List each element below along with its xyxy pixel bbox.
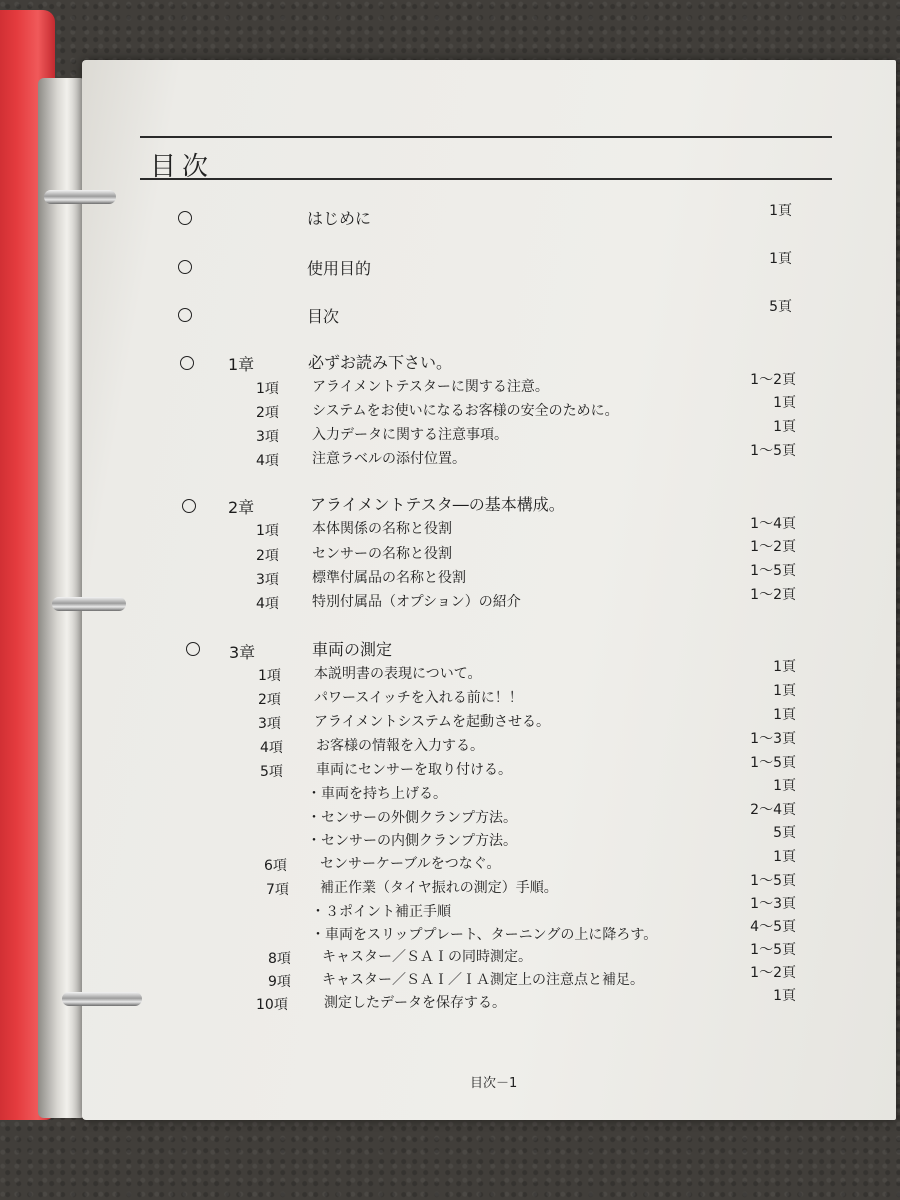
- section-label: パワースイッチを入れる前に！！: [314, 690, 523, 706]
- section-number: 4項: [260, 740, 283, 756]
- section-label: センサーケーブルをつなぐ。: [320, 856, 501, 872]
- section-page: 1～5頁: [750, 443, 796, 459]
- section-page: 1頁: [773, 659, 796, 675]
- section-label: センサーの名称と役割: [312, 546, 452, 562]
- subsection-label: ・車両を持ち上げる。: [307, 786, 447, 802]
- page-title: 目次: [150, 152, 215, 182]
- section-number: 7項: [266, 882, 289, 898]
- section-page: 4～5頁: [750, 919, 796, 935]
- section-number: 10項: [256, 997, 288, 1013]
- section-label: 標準付属品の名称と役割: [312, 570, 466, 586]
- section-number: 1項: [256, 381, 279, 397]
- section-number: 3項: [258, 716, 281, 732]
- toc-item-label: 使用目的: [307, 259, 372, 278]
- section-page: 1～3頁: [750, 896, 796, 912]
- section-page: 1頁: [773, 707, 796, 723]
- section-page: 1～2頁: [750, 539, 796, 555]
- section-label: 注意ラベルの添付位置。: [312, 451, 466, 467]
- section-label: 測定したデータを保存する。: [324, 995, 506, 1011]
- toc-item-page: 1頁: [769, 251, 792, 267]
- section-label: 本説明書の表現について。: [314, 666, 482, 682]
- toc-item-label: はじめに: [307, 209, 372, 228]
- header-rule-bottom: [140, 178, 832, 180]
- section-label: システムをお使いになるお客様の安全のために。: [312, 403, 619, 419]
- subsection-label: ・センサーの内側クランプ方法。: [307, 833, 517, 849]
- toc-item-page: 5頁: [769, 299, 792, 315]
- section-number: 2項: [258, 692, 281, 708]
- section-page: 1～2頁: [750, 587, 796, 603]
- chapter-number: 2章: [228, 498, 255, 517]
- chapter-title: アライメントテスタ―の基本構成。: [310, 495, 565, 514]
- chapter-number: 1章: [228, 355, 255, 374]
- section-label: 入力データに関する注意事項。: [312, 427, 508, 443]
- section-label: 車両にセンサーを取り付ける。: [316, 762, 512, 778]
- section-number: 1項: [258, 668, 281, 684]
- section-number: 9項: [268, 974, 291, 990]
- section-number: 4項: [256, 596, 279, 612]
- section-page: 5頁: [773, 825, 796, 841]
- bullet-circle: [178, 260, 192, 274]
- section-number: 2項: [256, 548, 279, 564]
- chapter-title: 車両の測定: [312, 640, 393, 659]
- section-page: 1頁: [773, 683, 796, 699]
- bullet-circle: [178, 308, 192, 322]
- subsection-label: ・３ポイント補正手順: [311, 904, 451, 920]
- section-page: 1頁: [773, 849, 796, 865]
- binder-ring-top: [44, 190, 116, 204]
- subsection-label: ・車両をスリッププレート、ターニングの上に降ろす。: [311, 927, 658, 943]
- bullet-circle: [186, 642, 200, 656]
- section-label: キャスター／ＳＡＩの同時測定。: [322, 949, 532, 965]
- section-number: 1項: [256, 523, 279, 539]
- toc-item-page: 1頁: [769, 203, 792, 219]
- section-page: 2～4頁: [750, 802, 796, 818]
- section-label: 特別付属品（オプション）の紹介: [312, 594, 521, 610]
- section-label: お客様の情報を入力する。: [316, 738, 484, 754]
- page-footer: 目次－1: [470, 1076, 518, 1091]
- section-page: 1頁: [773, 778, 796, 794]
- section-number: 5項: [260, 764, 283, 780]
- section-page: 1～5頁: [750, 755, 796, 771]
- chapter-title: 必ずお読み下さい。: [308, 353, 453, 372]
- section-page: 1～2頁: [750, 372, 796, 388]
- binder-ring-middle: [52, 597, 126, 611]
- binder-ring-bottom: [62, 992, 142, 1006]
- bullet-circle: [178, 211, 192, 225]
- subsection-label: ・センサーの外側クランプ方法。: [307, 810, 517, 826]
- section-number: 8項: [268, 951, 291, 967]
- section-label: アライメントシステムを起動させる。: [314, 714, 551, 730]
- section-page: 1～5頁: [750, 563, 796, 579]
- bullet-circle: [182, 499, 196, 513]
- section-page: 1頁: [773, 988, 796, 1004]
- section-label: 本体関係の名称と役割: [312, 521, 452, 537]
- section-label: キャスター／ＳＡＩ／ＩＡ測定上の注意点と補足。: [322, 972, 644, 988]
- section-page: 1～4頁: [750, 516, 796, 532]
- section-label: アライメントテスターに関する注意。: [312, 379, 549, 395]
- section-page: 1頁: [773, 395, 796, 411]
- section-label: 補正作業（タイヤ振れの測定）手順。: [320, 880, 558, 896]
- section-page: 1頁: [773, 419, 796, 435]
- section-page: 1～5頁: [750, 942, 796, 958]
- bullet-circle: [180, 356, 194, 370]
- chapter-number: 3章: [229, 643, 256, 662]
- section-number: 3項: [256, 572, 279, 588]
- section-page: 1～3頁: [750, 731, 796, 747]
- header-rule-top: [140, 136, 832, 138]
- section-number: 6項: [264, 858, 287, 874]
- toc-item-label: 目次: [307, 307, 340, 326]
- section-number: 4項: [256, 453, 279, 469]
- section-page: 1～5頁: [750, 873, 796, 889]
- section-number: 3項: [256, 429, 279, 445]
- section-number: 2項: [256, 405, 279, 421]
- section-page: 1～2頁: [750, 965, 796, 981]
